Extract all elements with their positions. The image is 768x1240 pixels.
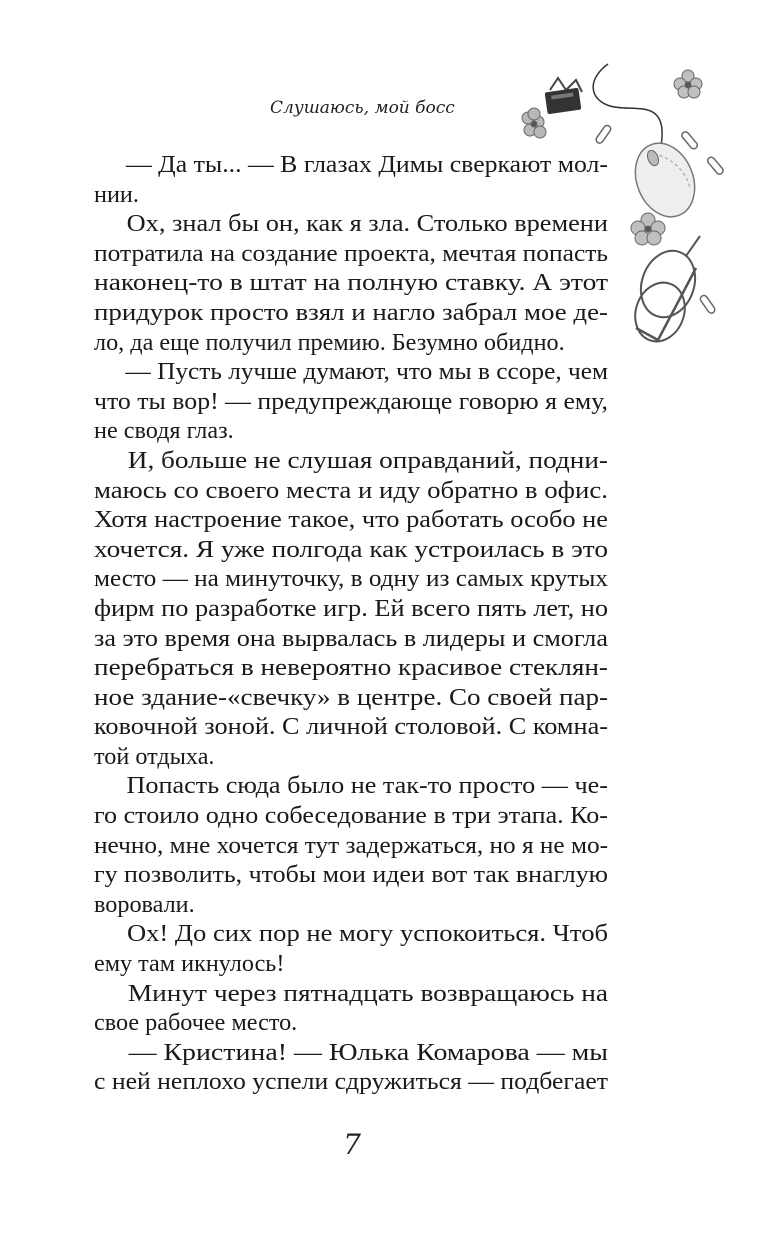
text-line [94, 180, 608, 210]
text-line-content: свое рабочее место. [94, 1009, 298, 1037]
text-line-content: маюсь со своего места и иду обратно в офис. [94, 476, 608, 504]
text-line [94, 476, 608, 506]
text-line-content: придурок просто взял и нагло забрал мое де- [94, 298, 608, 326]
text-line-content: той отдыха. [94, 742, 215, 770]
text-line-content: И, больше не слушая оправданий, подни- [127, 446, 609, 474]
text-line-content: Хотя настроение такое, что работать особо не [94, 506, 608, 534]
text-line [94, 298, 608, 328]
text-line [94, 505, 608, 535]
text-line-content: воровали. [94, 890, 195, 918]
text-line-content: Попасть сюда было не так-то просто — че- [126, 772, 609, 800]
text-line-content: нии. [94, 180, 139, 208]
body-text [94, 150, 608, 1097]
text-line [94, 919, 608, 949]
text-line [94, 328, 608, 358]
text-line-content: за это время она вырвалась в лидеры и смогла [94, 624, 608, 652]
text-line-content: го стоило одно собеседование в три этапа. Ко- [94, 802, 608, 830]
text-line-content: Минут через пятнадцать возвращаюсь на [127, 979, 608, 1007]
flower-icon [674, 70, 702, 98]
text-line [94, 1008, 608, 1038]
text-line-content: фирм по разработке игр. Ей всего пять лет, но [94, 594, 608, 622]
text-line [94, 979, 608, 1009]
running-title: Слушаюсь, мой босс [270, 98, 455, 118]
text-line-content: ное здание-«свечку» в центре. Со своей пар- [94, 683, 608, 711]
text-line [94, 742, 608, 772]
text-line-content: — Кристина! — Юлька Комарова — мы [128, 1038, 609, 1066]
text-line-content: — Пусть лучше думают, что мы в ссоре, чем [125, 358, 609, 386]
text-line [94, 683, 608, 713]
text-line [94, 1038, 608, 1068]
text-line [94, 890, 608, 920]
text-line-content: Ох! До сих пор не могу успокоиться. Чтоб [126, 920, 608, 948]
text-line [94, 150, 608, 180]
page-number: 7 [343, 1128, 361, 1161]
text-line-content: с ней неплохо успели сдружиться — подбегает [94, 1068, 608, 1096]
text-line-content: что ты вор! — предупреждающе говорю я ему, [94, 387, 608, 415]
text-line [94, 357, 608, 387]
text-line [94, 949, 608, 979]
text-line-content: — Да ты... — В глазах Димы сверкают мол- [125, 151, 608, 178]
text-line-content: ему там икнулось! [94, 950, 285, 978]
text-line [94, 239, 608, 269]
text-line [94, 831, 608, 861]
text-line [94, 209, 608, 239]
text-line-content: место — на минуточку, в одну из самых крутых [94, 565, 608, 593]
text-line [94, 712, 608, 742]
text-line-content: нечно, мне хочется тут задержаться, но я не мо- [94, 831, 608, 859]
text-line-content: не сводя глаз. [94, 417, 234, 445]
text-line [94, 535, 608, 565]
text-line-content: Ох, знал бы он, как я зла. Столько времени [126, 210, 608, 238]
text-line [94, 771, 608, 801]
text-line [94, 1067, 608, 1097]
text-line [94, 416, 608, 446]
flower-icon [522, 108, 546, 138]
text-line [94, 624, 608, 654]
binder-clip-icon [545, 78, 582, 114]
text-line [94, 387, 608, 417]
text-line [94, 564, 608, 594]
text-line-content: хочется. Я уже полгода как устроилась в это [94, 535, 608, 563]
text-line-content: ковочной зоной. С личной столовой. С комна- [94, 713, 608, 741]
text-line [94, 446, 608, 476]
text-line [94, 860, 608, 890]
text-line [94, 594, 608, 624]
computer-mouse-icon [625, 134, 705, 225]
text-line-content: гу позволить, чтобы мои идеи вот так внаглую [94, 861, 608, 889]
eyeglasses-icon [627, 236, 704, 348]
text-line-content: потратила на создание проекта, мечтая попасть [94, 239, 608, 267]
text-line-content: перебраться в невероятно красивое стеклян- [94, 654, 608, 682]
text-line-content: наконец-то в штат на полную ставку. А этот [94, 269, 608, 297]
text-line [94, 653, 608, 683]
text-line [94, 801, 608, 831]
text-line [94, 268, 608, 298]
text-line-content: ло, да еще получил премию. Безумно обидно. [94, 328, 565, 356]
flower-icon [631, 213, 665, 245]
